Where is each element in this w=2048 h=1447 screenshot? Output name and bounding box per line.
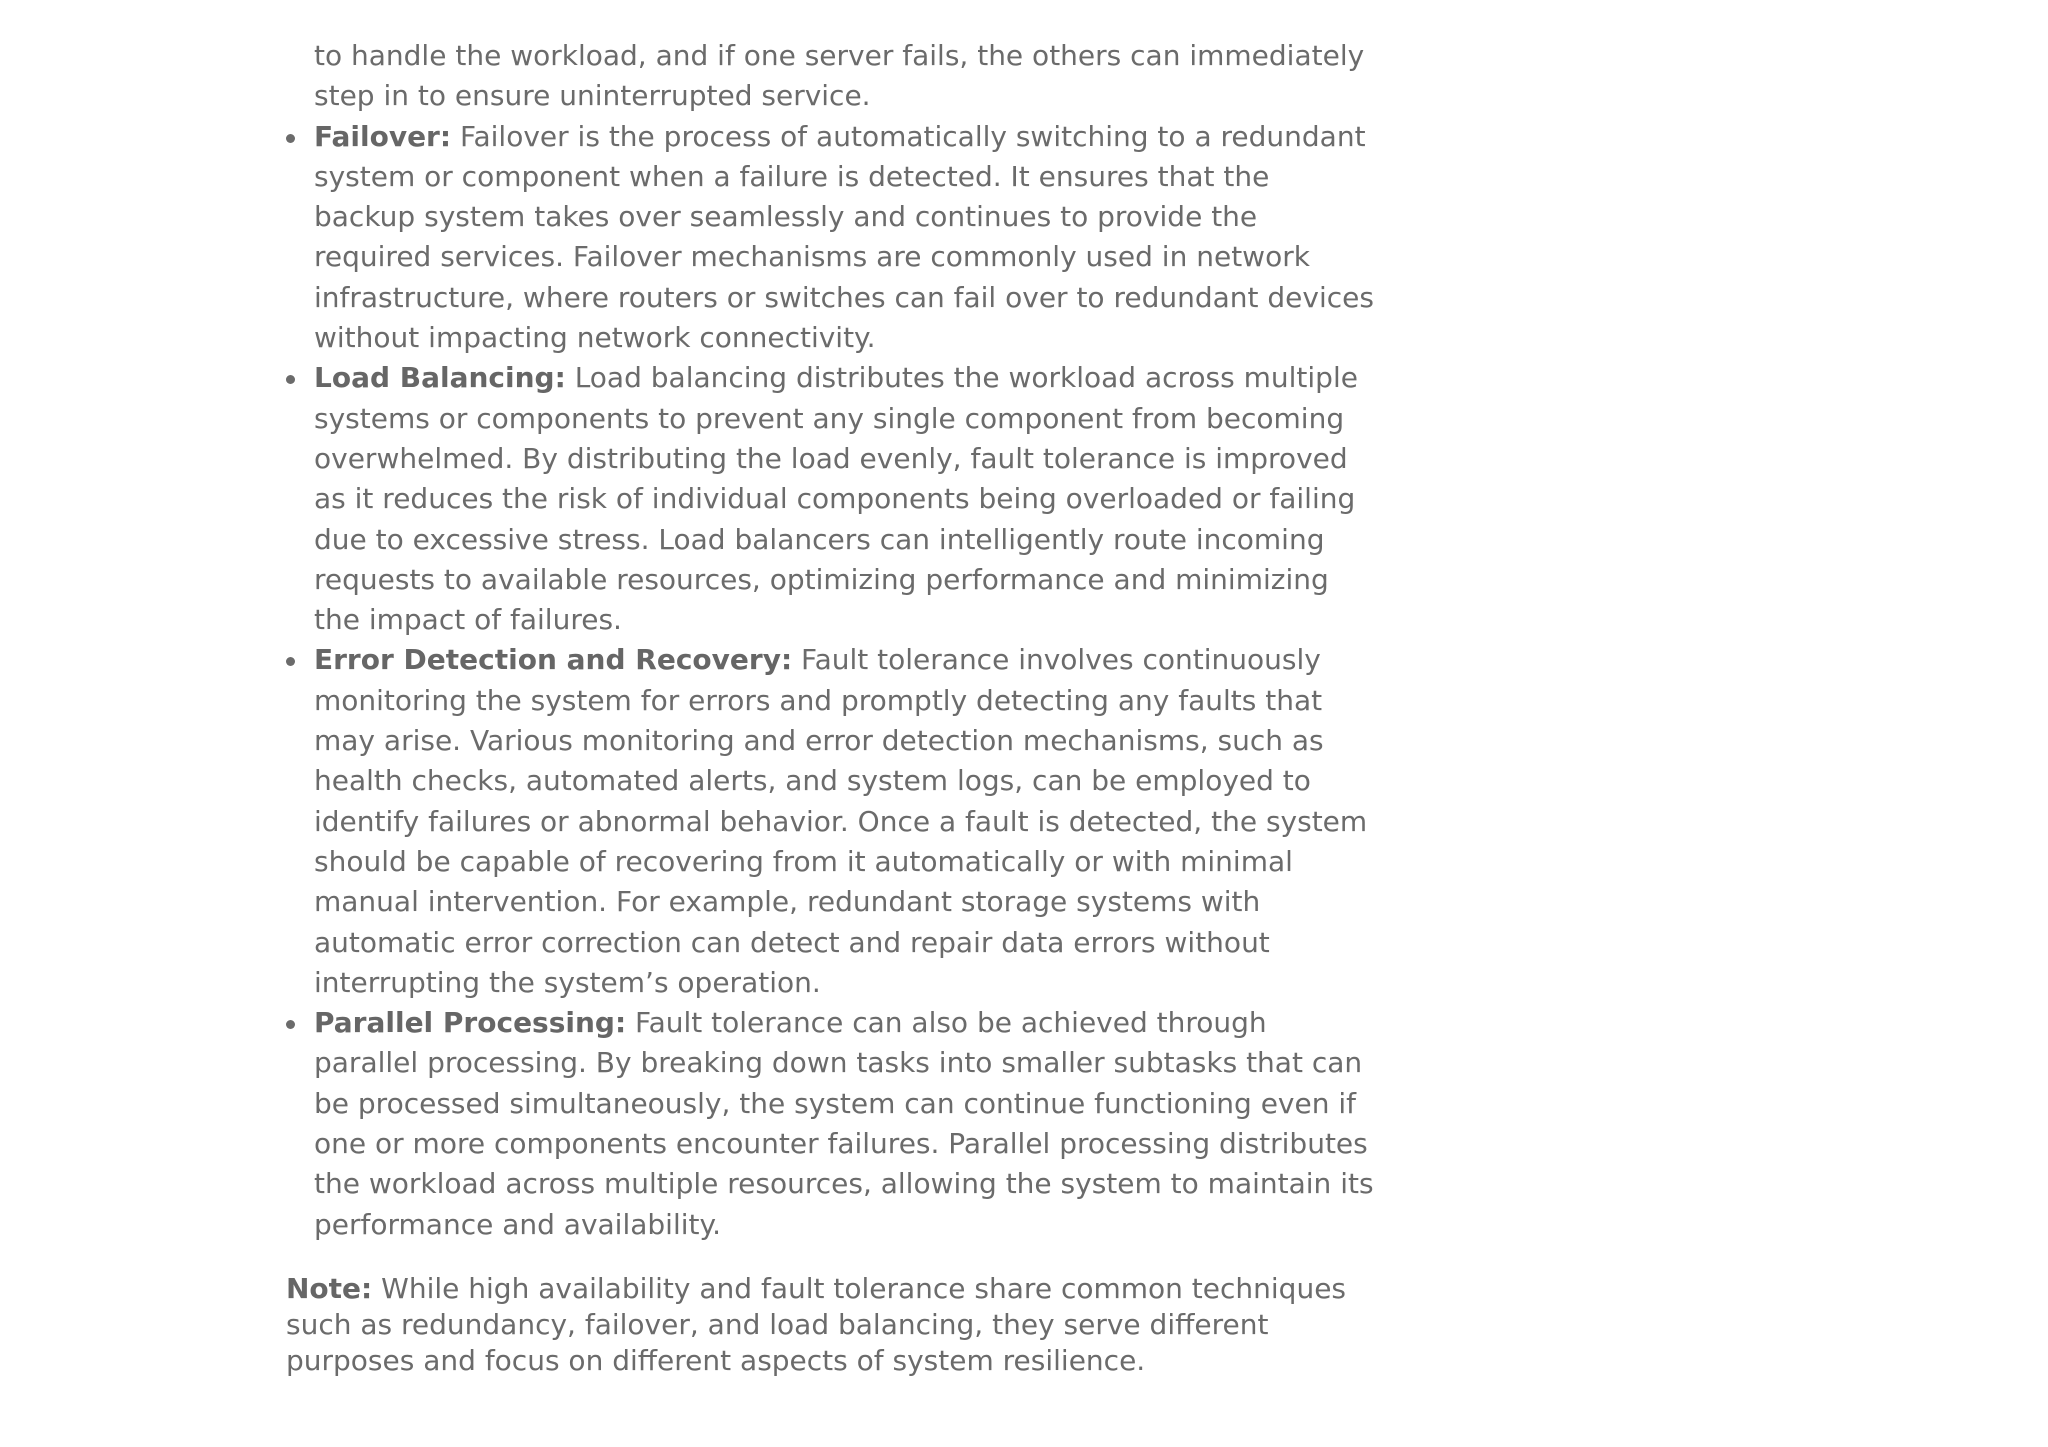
bullet-icon — [286, 375, 295, 384]
item-term: Load Balancing: — [314, 361, 566, 395]
item-text: Fault tolerance involves continuously monitoring the system for errors and promptly detecting any faults that may arise. Various monitoring and error detection mechanisms, such as health checks, automated alerts, and system logs, can be employed to identify failures or abnormal behavior. Once a fault is detected, the system should be capable of recovering from it automatically or with minimal manual intervention. For example, redundant storage systems with automatic error correction can detect and repair data errors without interrupting the system’s operation. — [314, 643, 1368, 999]
item-term: Parallel Processing: — [314, 1006, 627, 1040]
item-text: Load balancing distributes the workload across multiple systems or components to prevent any single component from becoming overwhelmed. By distributing the load evenly, fault tolerance is improved as it reduces the risk of individual components being overloaded or failing due to excessive stress. Load balancers can intelligently route incoming requests to available resources, optimizing performance and minimizing the impact of failures. — [314, 361, 1358, 637]
document-body — [286, 36, 1376, 1379]
note-text: While high availability and fault tolerance share common techniques such as redundancy, failover, and load balancing, they serve different purposes and focus on different aspects of system resilience. — [286, 1271, 1347, 1377]
bullet-icon — [286, 1020, 295, 1029]
continuation-paragraph: to handle the workload, and if one server fails, the others can immediately step in to ensure uninterrupted service. — [314, 39, 1365, 113]
list-item-failover — [286, 117, 1376, 359]
bullet-icon — [286, 657, 295, 666]
item-text: Fault tolerance can also be achieved through parallel processing. By breaking down tasks into smaller subtasks that can be processed simultaneously, the system can continue functioning even if one or more components encounter failures. Parallel processing distributes the workload across multiple resources, allowing the system to maintain its performance and availability. — [314, 1006, 1374, 1241]
bullet-list — [286, 117, 1376, 1245]
item-text: Failover is the process of automatically switching to a redundant system or component when a failure is detected. It ensures that the backup system takes over seamlessly and continues to provide the required services. Failover mechanisms are commonly used in network infrastructure, where routers or switches can fail over to redundant devices without impacting network connectivity. — [314, 119, 1374, 355]
note-label: Note: — [286, 1271, 373, 1305]
bullet-icon — [286, 134, 295, 143]
item-term: Failover: — [314, 119, 452, 153]
list-item-parallel-processing — [286, 1003, 1376, 1245]
item-term: Error Detection and Recovery: — [314, 643, 793, 677]
note-paragraph — [286, 1271, 1376, 1379]
list-item-error-detection — [286, 640, 1376, 1003]
list-item-load-balancing — [286, 358, 1376, 640]
